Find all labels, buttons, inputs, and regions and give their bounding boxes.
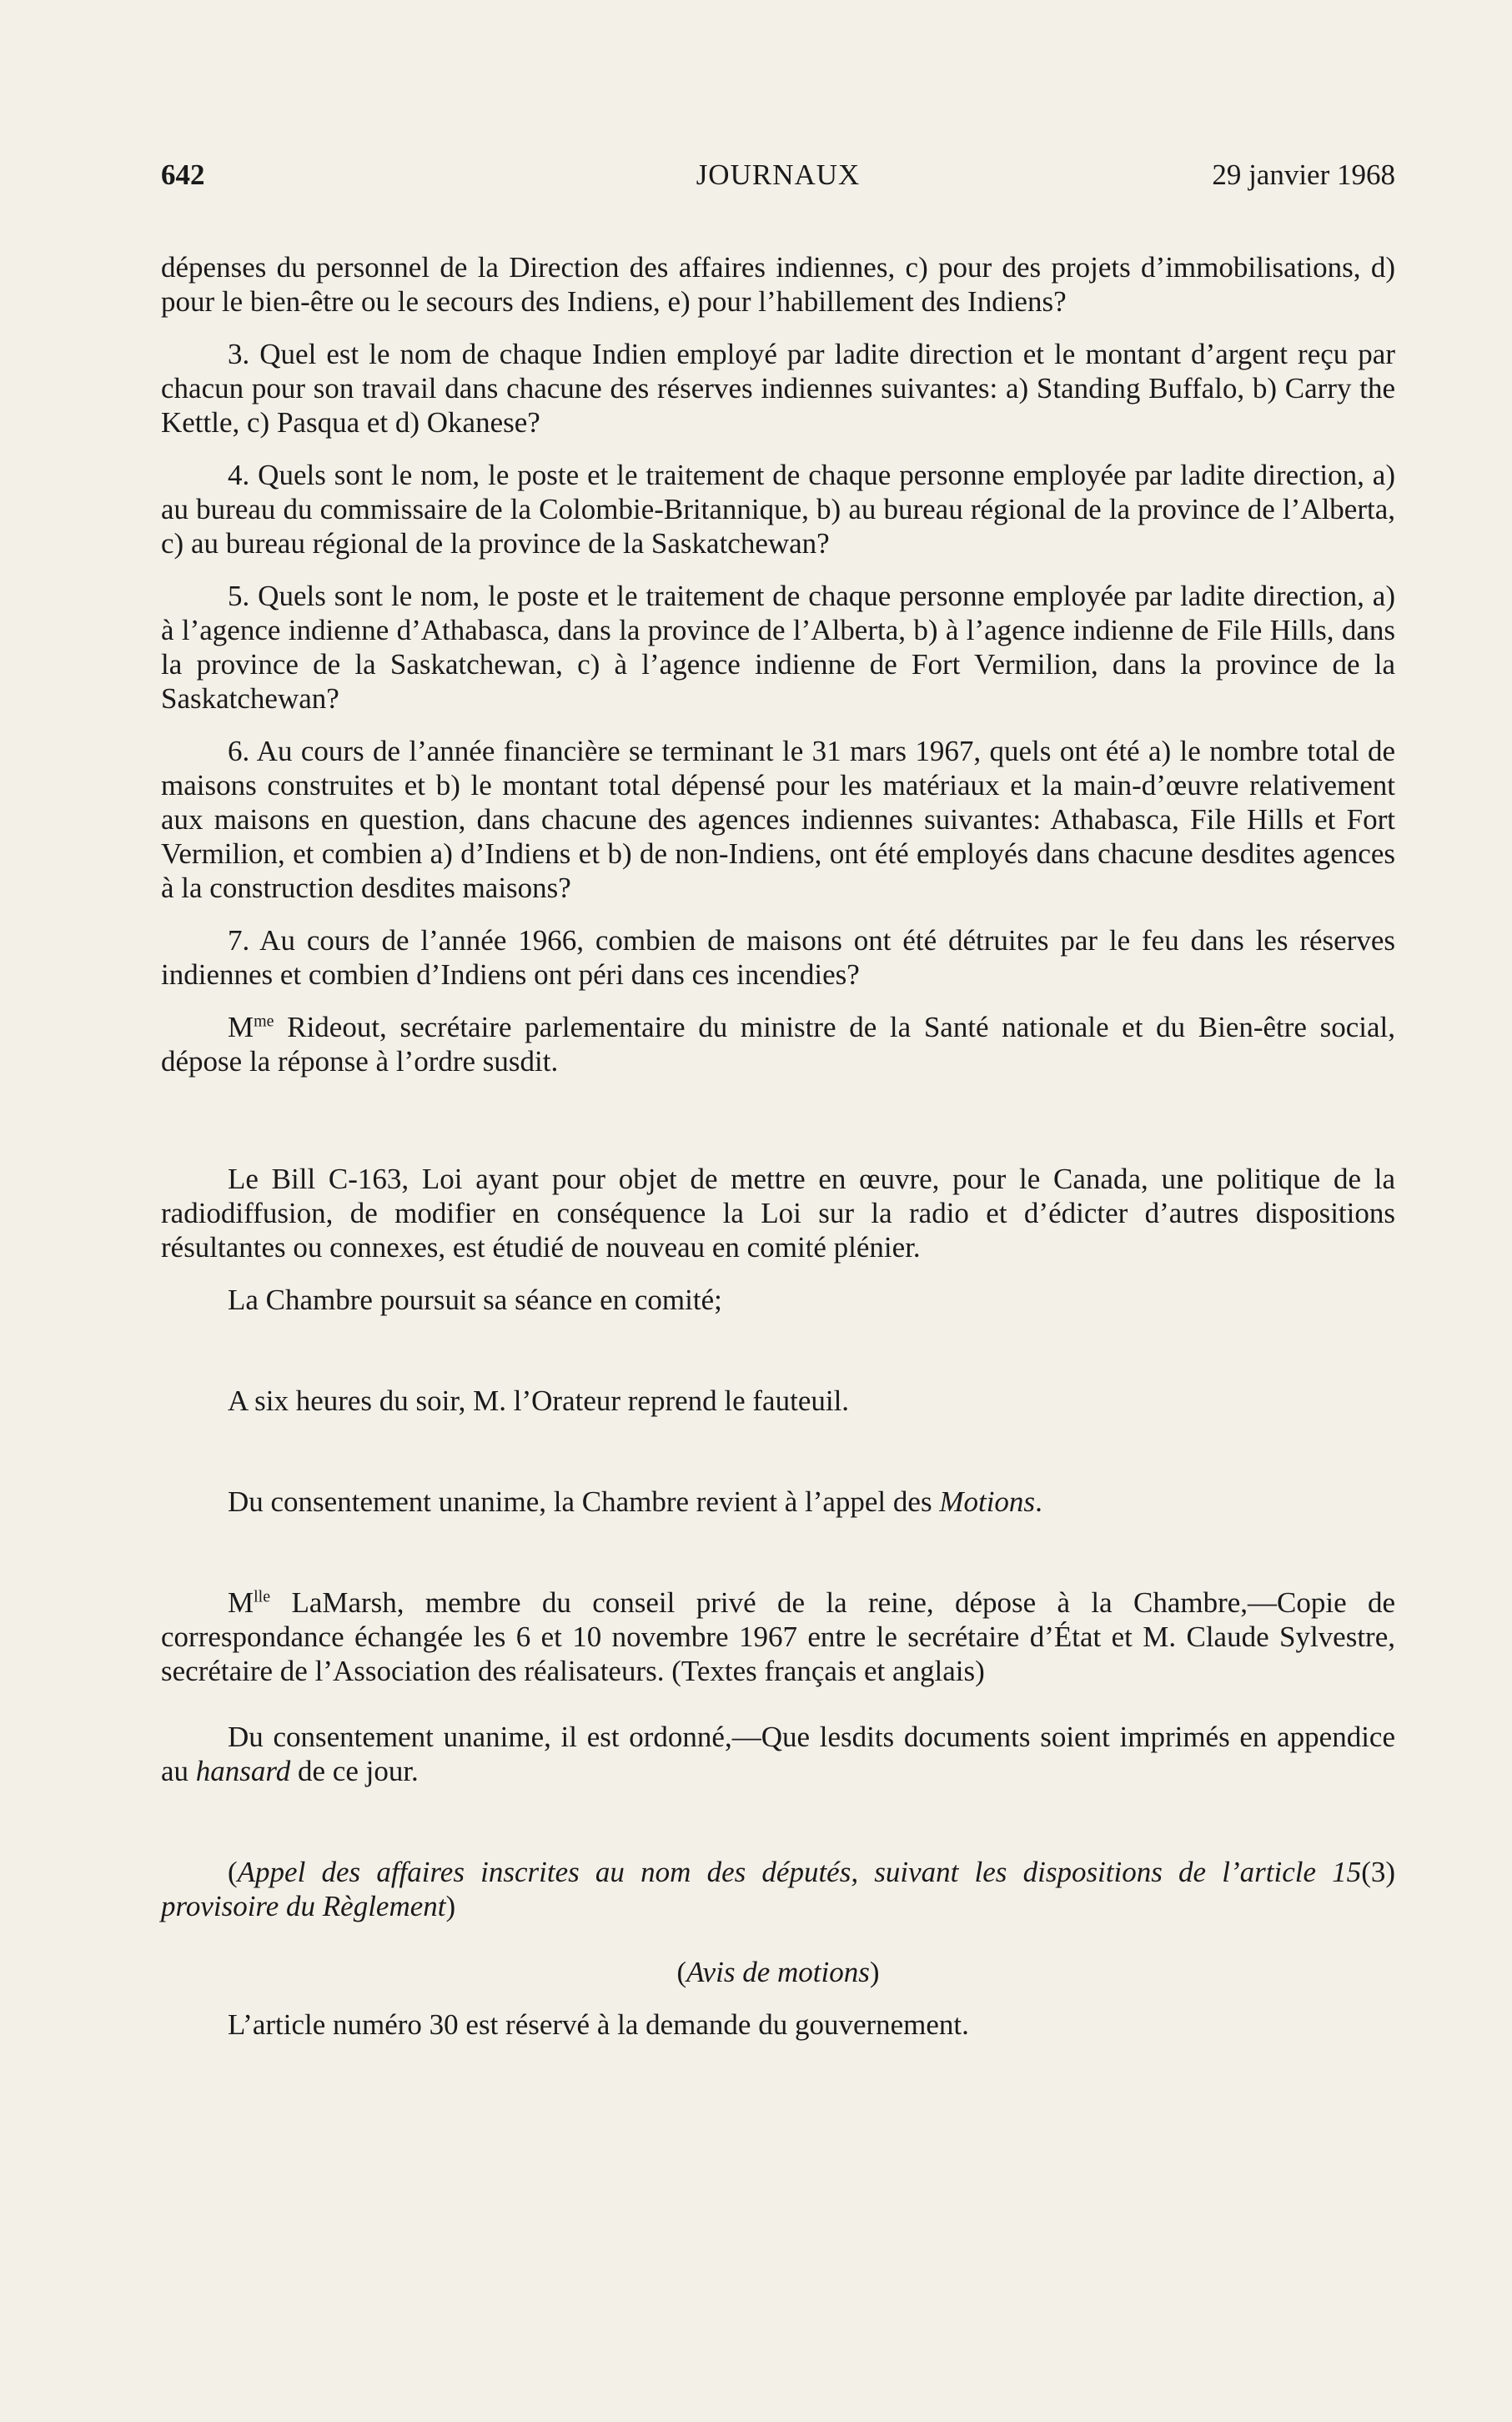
question-4: 4. Quels sont le nom, le poste et le traitement de chaque personne employée par ladite direction, a) au bureau du commissaire de la Colombie-Britannique, b) au bureau régional de la province de l’Alberta, c) au bureau régional de la province de la Saskatchewan?	[161, 459, 1395, 560]
header-date: 29 janvier 1968	[1212, 158, 1395, 191]
page-header	[161, 158, 1395, 200]
printed-paragraph	[161, 1720, 1395, 1788]
printed-end: de ce jour.	[290, 1755, 419, 1787]
printed-text: Du consentement unanime, il est ordonné,—Que lesdits documents soient imprimés en appendice au	[161, 1721, 1395, 1787]
rideout-title-sup: me	[254, 1012, 274, 1031]
question-5: 5. Quels sont le nom, le poste et le traitement de chaque personne employée par ladite direction, a) à l’agence indienne d’Athabasca, dans la province de l’Alberta, b) à l’agence indienne de File Hills, dans la province de la Saskatchewan, c) à l’agence indienne de Fort Vermilion, dans la province de la Saskatchewan?	[161, 580, 1395, 715]
question-6: 6. Au cours de l’année financière se terminant le 31 mars 1967, quels ont été a) le nombre total de maisons construites et b) le montant total dépensé pour les matériaux et la main-d’œuvre relativement aux maisons en question, dans chacune des agences indiennes suivantes: Athabasca, File Hills et Fort Vermilion, et combien a) d’Indiens et b) de non-Indiens, ont été employés dans chacune desdites agences à la construction desdites maisons?	[161, 735, 1395, 904]
notices-open: (	[676, 1956, 687, 1988]
six-pm-paragraph: A six heures du soir, M. l’Orateur reprend le fauteuil.	[228, 1384, 850, 1417]
pm-article-paren: (3)	[1361, 1856, 1395, 1888]
rideout-title: M	[228, 1011, 254, 1043]
pm-part1: Appel des affaires inscrites au nom des députés, suivant les dispositions de l’article 15	[237, 1856, 1362, 1888]
lamarsh-title-sup: lle	[254, 1587, 271, 1606]
lamarsh-title: M	[228, 1586, 254, 1619]
committee-paragraph: La Chambre poursuit sa séance en comité;	[228, 1284, 722, 1316]
article-30-paragraph: L’article numéro 30 est réservé à la demande du gouvernement.	[228, 2008, 969, 2041]
pm-part2: provisoire du Règlement	[161, 1890, 446, 1922]
rideout-paragraph	[161, 1010, 1395, 1078]
lamarsh-text: LaMarsh, membre du conseil privé de la reine, dépose à la Chambre,—Copie de correspondance échangée les 6 et 10 novembre 1967 entre le secrétaire d’État et M. Claude Sylvestre, secrétaire de l’Association des réalisateurs. (Textes français et anglais)	[161, 1586, 1395, 1687]
motions-return-paragraph	[161, 1485, 1395, 1519]
pm-open-paren: (	[228, 1856, 238, 1888]
lamarsh-paragraph	[161, 1585, 1395, 1688]
motions-end: .	[1035, 1485, 1042, 1518]
pm-close-paren: )	[445, 1890, 456, 1922]
notices-close: )	[869, 1956, 880, 1988]
notices-heading	[161, 1955, 1395, 1989]
motions-return-text: Du consentement unanime, la Chambre revient à l’appel des	[228, 1485, 940, 1518]
rideout-text: Rideout, secrétaire parlementaire du ministre de la Santé nationale et du Bien-être social, dépose la réponse à l’ordre susdit.	[161, 1011, 1395, 1078]
notices-italic: Avis de motions	[686, 1956, 870, 1988]
journal-title: JOURNAUX	[696, 158, 861, 191]
question-2-continuation: dépenses du personnel de la Direction des affaires indiennes, c) pour des projets d’immobilisations, d) pour le bien-être ou le secours des Indiens, e) pour l’habillement des Indiens?	[161, 251, 1395, 318]
private-members-heading	[161, 1855, 1395, 1923]
motions-italic: Motions	[939, 1485, 1036, 1518]
page-number: 642	[161, 158, 205, 191]
bill-c163-paragraph: Le Bill C-163, Loi ayant pour objet de mettre en œuvre, pour le Canada, une politique de la radiodiffusion, de modifier en conséquence la Loi sur la radio et d’édicter d’autres dispositions résultantes ou connexes, est étudié de nouveau en comité plénier.	[161, 1163, 1395, 1264]
question-7: 7. Au cours de l’année 1966, combien de maisons ont été détruites par le feu dans les réserves indiennes et combien d’Indiens ont péri dans ces incendies?	[161, 924, 1395, 991]
question-3: 3. Quel est le nom de chaque Indien employé par ladite direction et le montant d’argent reçu par chacun pour son travail dans chacune des réserves indiennes suivantes: a) Standing Buffalo, b) Carry the Kettle, c) Pasqua et d) Okanese?	[161, 338, 1395, 439]
page-body	[161, 250, 1395, 2042]
hansard-italic: hansard	[195, 1755, 291, 1787]
